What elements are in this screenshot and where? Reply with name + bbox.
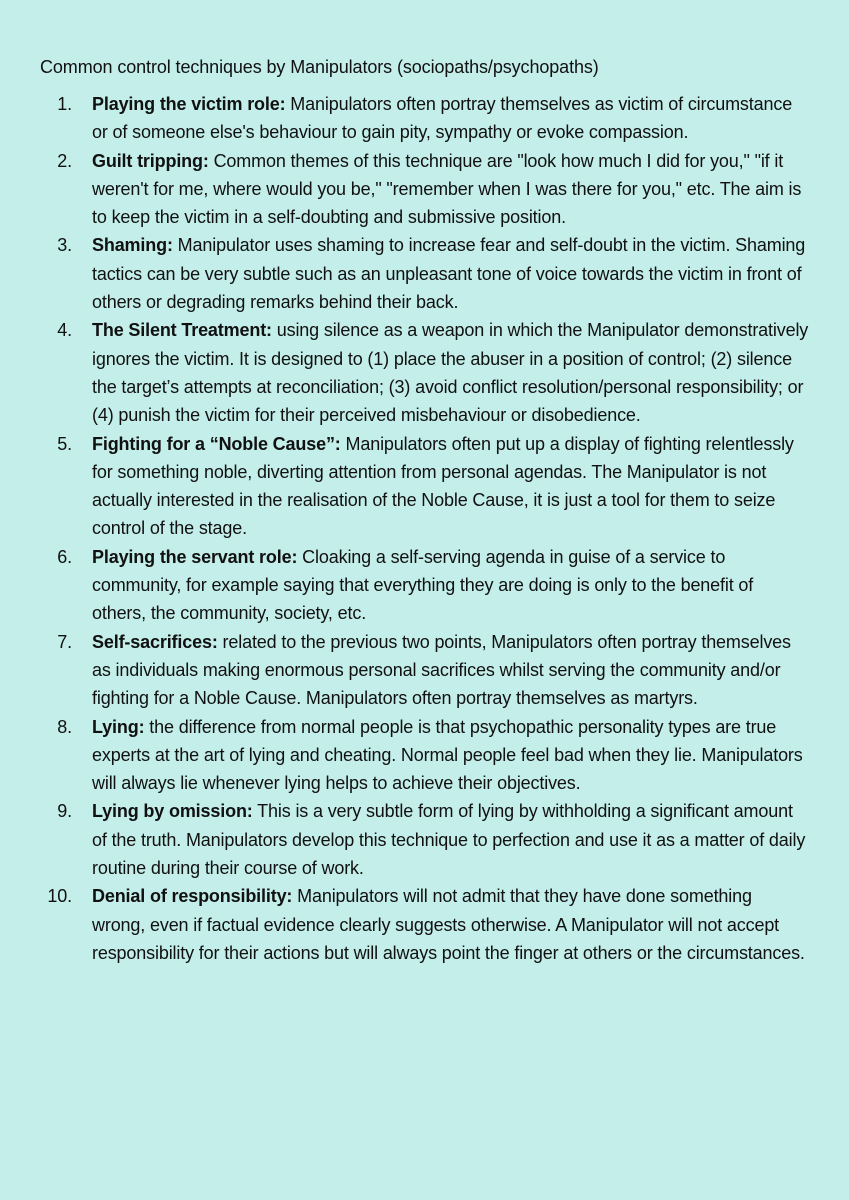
list-item [40,430,809,543]
item-term: Denial of responsibility: [92,886,293,907]
item-term: Playing the servant role: [92,546,298,567]
list-item [40,316,809,429]
item-number: 3. [57,235,72,256]
item-number: 5. [57,433,72,454]
item-number: 1. [57,94,72,114]
item-text: related to the previous two points, Manipulators often portray themselves as individuals making enormous personal sacrifices whilst serving the community and/or fighting for a Noble Cause. Manipulators often portray themselves as martyrs. [92,631,791,709]
list-item [40,90,809,147]
item-text: the difference from normal people is that psychopathic personality types are true experts at the art of lying and cheating. Normal people feel bad when they lie. Manipulators will always lie whenever lying helps to achieve their objectives. [92,716,803,794]
list-item [40,231,809,316]
item-term: Self-sacrifices: [92,631,218,652]
item-text: Manipulator uses shaming to increase fear and self-doubt in the victim. Shaming tactics can be very subtle such as an unpleasant tone of voice towards the victim in front of others or degrading remarks behind their back. [92,235,806,313]
item-number: 6. [57,546,72,567]
item-text: This is a very subtle form of lying by withholding a significant amount of the truth. Manipulators develop this technique to perfection and use it as a matter of daily routine during their course of work. [92,801,806,879]
item-term: Lying: [92,716,145,737]
item-term: Lying by omission: [92,801,253,822]
list-item [40,882,809,967]
list-item [40,147,809,232]
item-term: Shaming: [92,235,173,256]
item-term: Playing the victim role: [92,94,286,114]
list-item [40,628,809,713]
item-number: 10. [47,886,72,907]
item-text: Manipulators often portray themselves as victim of circumstance or of someone else's behaviour to gain pity, sympathy or evoke compassion. [92,94,793,143]
item-number: 8. [57,716,72,737]
item-term: Fighting for a “Noble Cause”: [92,433,341,454]
item-text: Manipulators will not admit that they have done something wrong, even if factual evidence clearly suggests otherwise. A Manipulator will not accept responsibility for their actions but will always point the finger at others or the circumstances. [92,886,805,963]
list-item [40,713,809,798]
item-text: Manipulators often put up a display of fighting relentlessly for something noble, diverting attention from personal agendas. The Manipulator is not actually interested in the realisation of the Noble Cause, it is just a tool for them to seize control of the stage. [92,433,794,539]
document-title: Common control techniques by Manipulators (sociopaths/psychopaths) [40,57,599,77]
item-number: 4. [57,320,72,341]
item-text: Common themes of this technique are "look how much I did for you," "if it weren't for me, where would you be," "remember when I was there for you," etc. The aim is to keep the victim in a self-doubting and submissive position. [92,150,802,228]
item-text: using silence as a weapon in which the Manipulator demonstratively ignores the victim. It is designed to (1) place the abuser in a position of control; (2) silence the target’s attempts at reconciliation; (3) avoid conflict resolution/personal responsibility; or (4) punish the victim for their perceived misbehaviour or disobedience. [92,320,809,426]
item-term: The Silent Treatment: [92,320,272,341]
item-number: 9. [57,801,72,822]
item-text: Cloaking a self-serving agenda in guise of a service to community, for example saying that everything they are doing is only to the benefit of others, the community, society, etc. [92,546,754,624]
list-item [40,543,809,628]
list-item [40,797,809,882]
item-term: Guilt tripping: [92,150,209,171]
item-number: 2. [57,150,72,171]
technique-list [40,90,809,967]
item-number: 7. [57,631,72,652]
